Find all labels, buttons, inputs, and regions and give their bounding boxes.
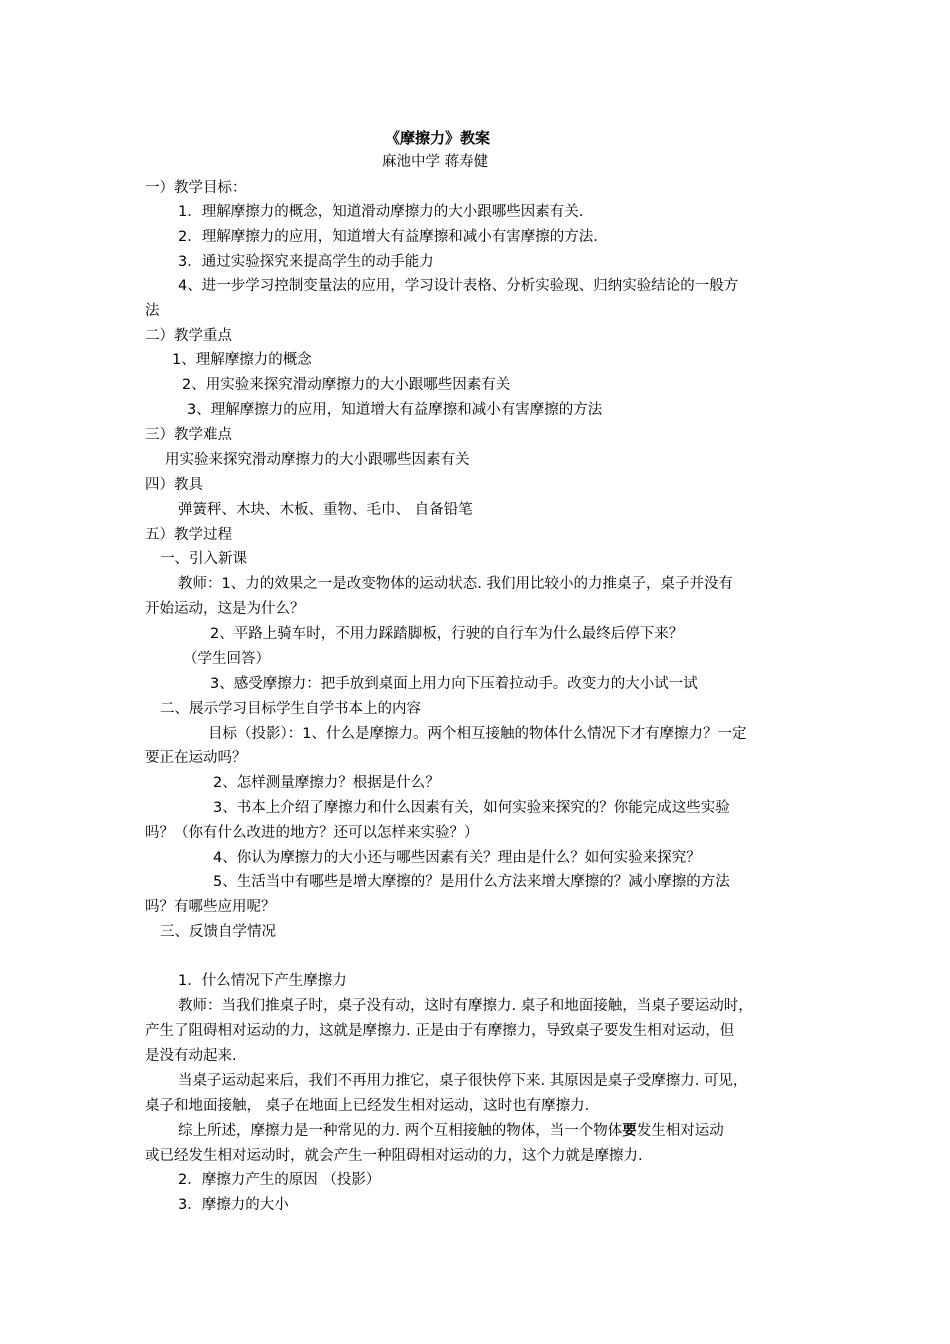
section-heading-materials: 四）教具 [145,477,203,493]
subsection-feedback: 三、反馈自学情况 [160,924,276,940]
feedback-item-1: 1．什么情况下产生摩擦力 [178,973,347,989]
key-point-2: 2、用实验来探究滑动摩擦力的大小跟哪些因素有关 [182,377,511,393]
feedback-item-3: 3．摩擦力的大小 [178,1197,289,1213]
intro-paragraph-1-cont: 开始运动，这是为什么？ [145,601,305,617]
teacher-explanation-2-cont: 桌子和地面接触， 桌子在地面上已经发生相对运动，这时也有摩擦力. [145,1098,590,1114]
student-answer-note: （学生回答） [183,651,270,667]
document-author: 麻池中学 蒋寿健 [382,154,489,170]
materials-list: 弹簧秤、木块、木板、重物、毛巾、 自备铅笔 [178,502,473,518]
goal-item-3: 3．通过实验探究来提高学生的动手能力 [178,254,434,270]
goal-item-4: 4、进一步学习控制变量法的应用，学习设计表格、分析实验现、归纳实验结论的一般方 [178,278,739,294]
teacher-explanation-1: 教师：当我们推桌子时，桌子没有动，这时有摩擦力. 桌子和地面接触，当桌子要运动时， [178,998,753,1014]
key-point-3: 3、理解摩擦力的应用，知道增大有益摩擦和减小有害摩擦的方法 [187,402,603,418]
intro-paragraph-1: 教师：1、力的效果之一是改变物体的运动状态. 我们用比较小的力推桌子，桌子并没有 [178,576,733,592]
difficulty-item: 用实验来探究滑动摩擦力的大小跟哪些因素有关 [165,452,470,468]
summary-text-end: 发生相对运动 [636,1123,724,1139]
target-question-3-cont: 吗？（你有什么改进的地方？还可以怎样来实验？） [145,825,479,841]
goal-item-2: 2．理解摩擦力的应用，知道增大有益摩擦和减小有害摩擦的方法. [178,229,598,245]
intro-paragraph-2: 2、平路上骑车时，不用力踩踏脚板，行驶的自行车为什么最终后停下来？ [210,626,684,642]
target-question-1: 目标（投影）：1、什么是摩擦力。两个相互接触的物体什么情况下才有摩擦力？一定 [208,726,747,742]
intro-paragraph-3: 3、感受摩擦力：把手放到桌面上用力向下压着拉动手。改变力的大小试一试 [210,676,698,692]
teacher-explanation-1-cont: 产生了阻碍相对运动的力，这就是摩擦力. 正是由于有摩擦力，导致桌子要发生相对运动，但 [145,1023,735,1039]
target-question-3: 3、书本上介绍了摩擦力和什么因素有关，如何实验来探究的？你能完成这些实验 [213,800,730,816]
subsection-goals-display: 二、展示学习目标学生自学书本上的内容 [160,701,421,717]
goal-item-4-cont: 法 [145,303,160,319]
section-heading-process: 五）教学过程 [145,527,232,543]
summary-emphasis: 要 [622,1123,637,1139]
summary-paragraph [178,1119,843,1143]
key-point-1: 1、理解摩擦力的概念 [172,352,312,368]
document-title: 《摩擦力》教案 [385,129,491,147]
summary-text-start: 综上所述，摩擦力是一种常见的力. 两个互相接触的物体，当一个物体 [178,1123,623,1139]
target-question-5: 5、生活当中有哪些是增大摩擦的？是用什么方法来增大摩擦的？减小摩擦的方法 [213,874,730,890]
goal-item-1: 1．理解摩擦力的概念，知道滑动摩擦力的大小跟哪些因素有关. [178,204,584,220]
summary-paragraph-cont: 或已经发生相对运动时，就会产生一种阻碍相对运动的力，这个力就是摩擦力. [145,1148,643,1164]
section-heading-difficulty: 三）教学难点 [145,427,232,443]
section-heading-key-points: 二）教学重点 [145,328,232,344]
target-question-4: 4、你认为摩擦力的大小还与哪些因素有关？理由是什么？如何实验来探究？ [213,850,701,866]
target-question-1-cont: 要正在运动吗？ [145,750,247,766]
target-question-5-cont: 吗？有哪些应用呢？ [145,899,276,915]
teacher-explanation-1-end: 是没有动起来. [145,1048,237,1064]
section-heading-goals: 一）教学目标： [145,180,247,196]
subsection-intro: 一、引入新课 [160,551,247,567]
teacher-explanation-2: 当桌子运动起来后，我们不再用力推它，桌子很快停下来. 其原因是桌子受摩擦力. 可见， [178,1073,748,1089]
target-question-2: 2、怎样测量摩擦力？根据是什么？ [213,775,440,791]
feedback-item-2: 2．摩擦力产生的原因 （投影） [178,1172,381,1188]
